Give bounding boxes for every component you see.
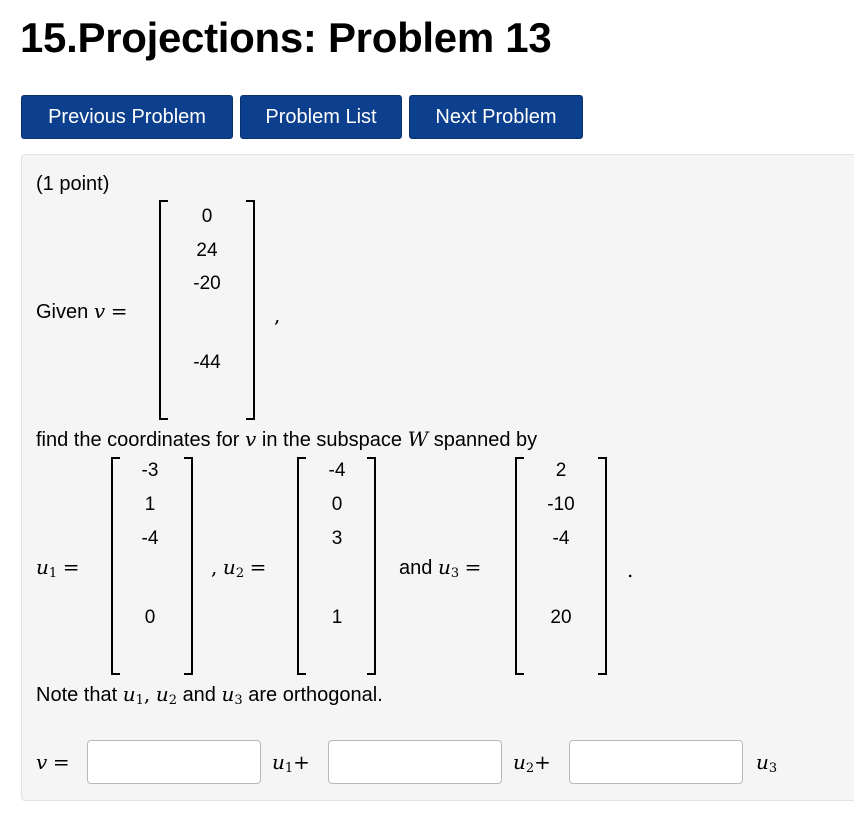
subscript: 3 <box>768 761 778 776</box>
answer-v-label <box>36 750 70 775</box>
find-text-part: in the subspace <box>261 429 403 451</box>
and-text: and <box>182 684 216 706</box>
given-prefix: Given <box>36 301 89 323</box>
subscript: 2 <box>525 761 535 776</box>
u1-entry: -3 <box>141 460 159 481</box>
subscript: 1 <box>284 761 294 776</box>
comma: , <box>143 682 151 706</box>
u-symbol: u <box>756 750 769 774</box>
u1-entry: 1 <box>144 494 156 515</box>
right-bracket <box>367 457 376 675</box>
u-symbol: u <box>155 682 169 706</box>
v-entry: 24 <box>196 240 218 261</box>
u3-trailing-label <box>756 750 777 781</box>
u-symbol: u <box>222 555 236 579</box>
left-bracket <box>159 200 168 420</box>
right-bracket <box>246 200 255 420</box>
equals-sign: = <box>52 750 70 774</box>
equals-sign: = <box>62 555 80 579</box>
equals-sign: = <box>464 555 482 579</box>
u3-entry: 20 <box>550 607 572 628</box>
u1-entry: 0 <box>144 607 156 628</box>
subscript: 2 <box>235 566 245 581</box>
left-bracket <box>297 457 306 675</box>
plus-sign: + <box>534 750 551 774</box>
u1-label <box>36 555 80 586</box>
v-symbol: v <box>36 750 48 774</box>
u2-plus-label <box>513 750 551 781</box>
u1-entry: -4 <box>141 528 159 549</box>
points-label: (1 point) <box>36 173 110 195</box>
subscript: 1 <box>48 566 58 581</box>
note-text: Note that <box>36 684 118 706</box>
w-symbol: W <box>407 427 429 451</box>
v-symbol: v <box>93 299 106 323</box>
v-symbol: v <box>245 427 257 451</box>
problem-list-button[interactable]: Problem List <box>240 95 402 139</box>
comma: , <box>274 303 281 327</box>
u3-entry: -10 <box>547 494 575 515</box>
u-symbol: u <box>437 555 451 579</box>
u2-entry: 1 <box>331 607 343 628</box>
u3-entry: -4 <box>552 528 570 549</box>
u-symbol: u <box>221 682 235 706</box>
right-bracket <box>184 457 193 675</box>
equals-sign: = <box>249 555 267 579</box>
given-label <box>36 299 127 324</box>
u3-entry: 2 <box>555 460 567 481</box>
equals-sign: = <box>110 299 128 323</box>
u2-label <box>211 555 266 586</box>
coefficient-1-input[interactable] <box>87 740 261 784</box>
subscript: 3 <box>450 566 460 581</box>
subscript: 1 <box>135 693 144 708</box>
v-entry: -20 <box>193 273 221 294</box>
u1-plus-label <box>272 750 310 781</box>
v-entry: 0 <box>201 206 213 227</box>
u3-label <box>399 555 481 586</box>
subscript: 2 <box>168 693 177 708</box>
period: . <box>627 558 634 582</box>
find-text <box>36 427 537 452</box>
orthogonal-note <box>36 682 383 713</box>
u-symbol: u <box>272 750 285 774</box>
left-bracket <box>111 457 120 675</box>
coefficient-3-input[interactable] <box>569 740 743 784</box>
and-text: and <box>399 557 433 579</box>
u2-entry: 0 <box>331 494 343 515</box>
plus-sign: + <box>293 750 310 774</box>
u2-entry: 3 <box>331 528 343 549</box>
u-symbol: u <box>122 682 136 706</box>
u2-entry: -4 <box>328 460 346 481</box>
find-text-part: spanned by <box>433 429 538 451</box>
note-text: are orthogonal. <box>248 684 383 706</box>
right-bracket <box>598 457 607 675</box>
comma: , <box>211 555 218 579</box>
coefficient-2-input[interactable] <box>328 740 502 784</box>
u-symbol: u <box>513 750 526 774</box>
page-title: 15.Projections: Problem 13 <box>20 14 552 61</box>
subscript: 3 <box>234 693 243 708</box>
find-text-part: find the coordinates for <box>36 429 240 451</box>
previous-problem-button[interactable]: Previous Problem <box>21 95 233 139</box>
next-problem-button[interactable]: Next Problem <box>409 95 583 139</box>
v-entry: -44 <box>193 352 221 373</box>
u-symbol: u <box>36 555 49 579</box>
left-bracket <box>515 457 524 675</box>
